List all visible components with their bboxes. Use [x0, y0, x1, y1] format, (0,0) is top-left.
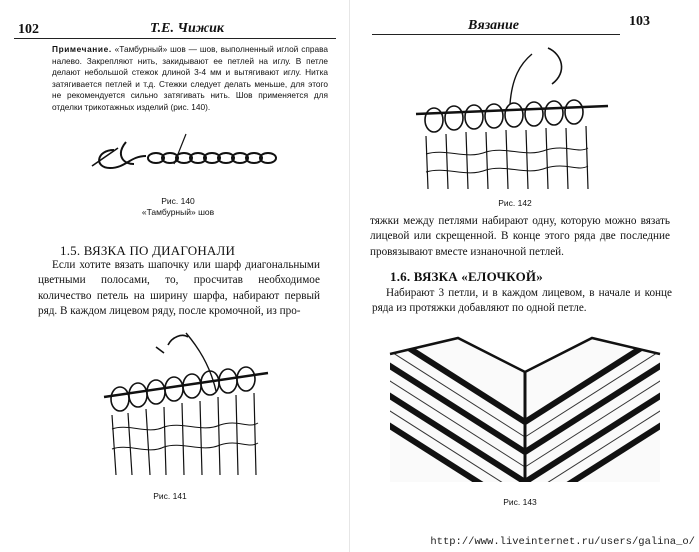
section-title: 1.6. ВЯЗКА «ЕЛОЧКОЙ» [390, 269, 543, 284]
body-text: Набирают 3 петли, и в каждом лицевом, в начале и конце ряда из протяжки добавляют по одной петле. [372, 287, 672, 315]
running-head: Т.Е. Чижик [150, 21, 224, 36]
watermark-url: http://www.liveinternet.ru/users/galina_o/ [430, 536, 695, 548]
page-number: 103 [629, 14, 650, 29]
figure-label: Рис. 140 [161, 196, 195, 206]
header-rule [372, 34, 620, 35]
figure-title: «Тамбурный» шов [141, 207, 215, 217]
section-title: 1.5. ВЯЗКА ПО ДИАГОНАЛИ [60, 243, 236, 258]
body-text: тяжки между петлями набирают одну, которую можно вязать лицевой или скрещенной. В конце этого ряда две последние провязывают вместе изнаночной петлей. [370, 215, 670, 258]
note-text: «Тамбурный» шов — шов, выполненный иглой справа налево. Закрепляют нить, закидывают ее петлей на иглу. В петле делают небольшой стежок длиной 3-4 мм и вытягивают иглу. Нитка затягивается петлей и т.д. Стежки следует делать меньше, для этого не рекомендуется сильно затягивать нить. Шов применяется для отделки трикотажных изделий (рис. 140). [52, 44, 328, 112]
right-page [350, 0, 699, 552]
note-paragraph [52, 44, 328, 114]
figure-label: Рис. 141 [153, 491, 187, 501]
figure-caption [128, 196, 228, 218]
running-head: Вязание [468, 18, 519, 33]
page-number: 102 [18, 22, 39, 37]
figure-label: Рис. 142 [498, 198, 532, 208]
herringbone-knit-illustration [388, 332, 662, 487]
knitting-needle-illustration [98, 325, 278, 480]
header-rule [14, 38, 336, 39]
body-text: Если хотите вязать шапочку или шарф диагональными цветными полосами, то, просчитав необходимое количество петель на ширину шарфа, набирают первый ряд. В каждом лицевом ряду, после кромочной, из про- [38, 259, 320, 318]
note-label: Примечание. [52, 44, 112, 54]
knitting-needle-illustration [412, 44, 612, 194]
figure-label: Рис. 143 [503, 497, 537, 507]
chain-stitch-illustration [86, 128, 286, 188]
